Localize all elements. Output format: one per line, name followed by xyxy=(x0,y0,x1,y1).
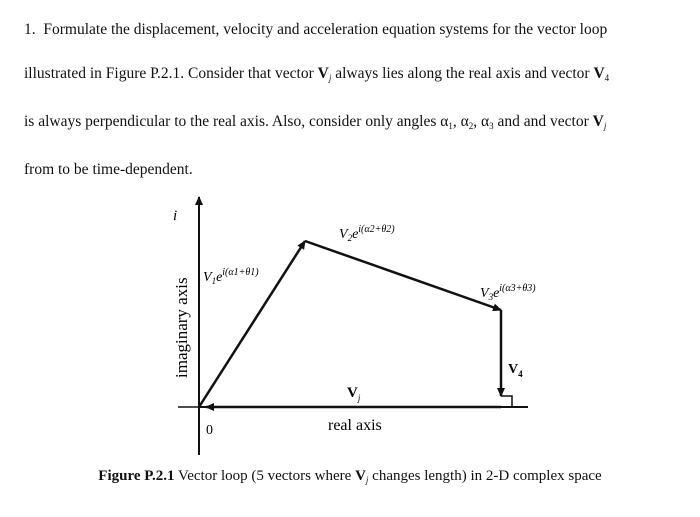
v3-subscript: 3 xyxy=(488,292,494,302)
vector-vj-symbol-2: V xyxy=(592,113,604,130)
v4-subscript: 4 xyxy=(518,369,523,379)
v4-label xyxy=(508,362,523,379)
v2-exponent: i(α2+θ2) xyxy=(358,224,395,235)
problem-line-2-text-b: always lies along the real axis and vector xyxy=(331,65,594,82)
v1-exp-base: e xyxy=(216,270,223,285)
caption-text-a: Vector loop (5 vectors where xyxy=(174,468,356,484)
vector-v2 xyxy=(305,241,501,310)
vector-v1 xyxy=(199,241,305,407)
comma-2: , xyxy=(473,113,481,130)
v3-label xyxy=(480,283,536,302)
problem-line-2-text-a: illustrated in Figure P.2.1. Consider that vector xyxy=(24,65,318,82)
vj-subscript: j xyxy=(357,393,361,403)
v3-exp-base: e xyxy=(493,286,500,301)
alpha-2-subscript: 2 xyxy=(468,121,474,131)
v1-subscript: 1 xyxy=(211,276,217,286)
caption-vector-subscript: j xyxy=(365,475,369,485)
vector-v4-subscript: 4 xyxy=(604,73,610,83)
alpha-1-subscript: 1 xyxy=(448,121,453,131)
vector-vj-symbol: V xyxy=(317,65,329,82)
v1-exponent: i(α1+θ1) xyxy=(222,267,259,278)
alpha-1-symbol: α xyxy=(440,113,449,130)
v1-label xyxy=(203,267,259,286)
alpha-3-subscript: 3 xyxy=(489,121,494,131)
caption-text-b: changes length) in 2-D complex space xyxy=(368,468,602,484)
vector-v4-symbol: V xyxy=(593,65,605,82)
v3-exponent: i(α3+θ3) xyxy=(499,283,536,294)
problem-line-4: from to be time-dependent. xyxy=(24,161,193,178)
comma-1: , xyxy=(452,113,461,130)
vector-vj-subscript: j xyxy=(328,73,332,83)
v2-label xyxy=(339,224,395,243)
v2-exp-base: e xyxy=(352,227,359,242)
problem-line-1-text: Formulate the displacement, velocity and acceleration equation systems for the vector loop xyxy=(43,21,608,38)
x-axis-label: real axis xyxy=(328,417,382,434)
y-axis-label: imaginary axis xyxy=(172,277,191,378)
and-word: and xyxy=(493,113,524,130)
problem-number: 1. xyxy=(24,21,36,38)
right-angle-marker xyxy=(501,396,512,407)
vj-label xyxy=(347,385,361,403)
y-axis-symbol: i xyxy=(173,208,178,224)
alpha-2-symbol: α xyxy=(460,113,469,130)
v2-subscript: 2 xyxy=(347,233,353,243)
caption-vector-symbol: V xyxy=(355,468,366,484)
v4-letter: V xyxy=(508,362,519,377)
figure-caption xyxy=(0,468,700,485)
caption-figure-number: Figure P.2.1 xyxy=(98,468,175,484)
origin-label: 0 xyxy=(206,423,213,438)
alpha-3-symbol: α xyxy=(481,113,490,130)
problem-line-3-text-a: is always perpendicular to the real axis. Also, consider only angles xyxy=(24,113,441,130)
problem-line-3-text-b: and vector xyxy=(523,113,593,130)
v2-letter: V xyxy=(339,227,348,242)
vj-letter: V xyxy=(347,385,358,401)
v3-letter: V xyxy=(480,286,489,301)
vector-vj-subscript-2: j xyxy=(603,121,607,131)
v1-letter: V xyxy=(203,270,212,285)
